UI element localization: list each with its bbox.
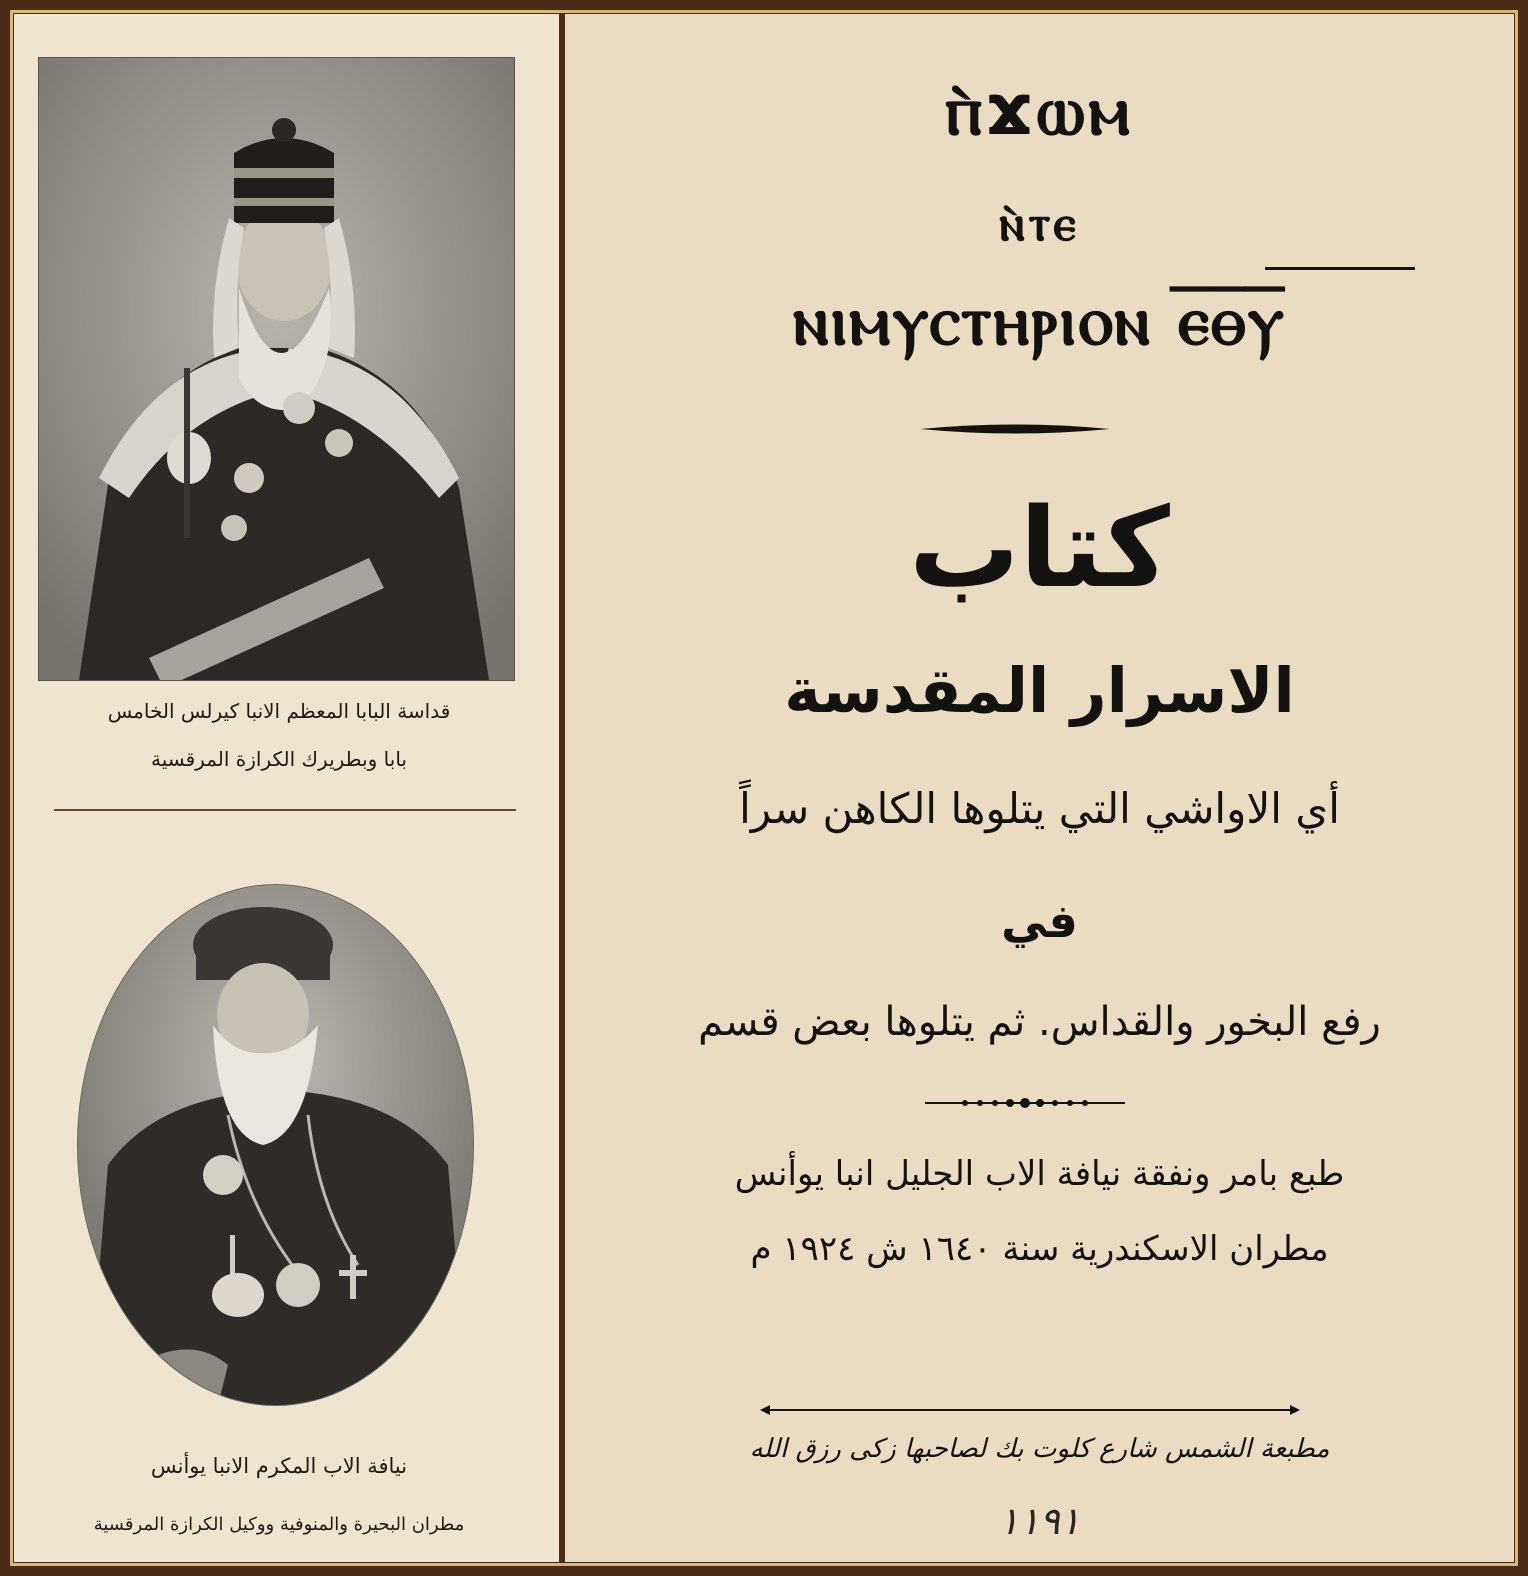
preposition-line: في [1001, 894, 1078, 948]
patriarch-photo-illustration [39, 58, 514, 680]
patriarch-caption-line2: بابا وبطريرك الكرازة المرقسية [151, 747, 407, 771]
patriarch-portrait [38, 57, 515, 681]
handwritten-number: ١١٩١ [998, 1499, 1081, 1543]
arabic-title: كتاب [909, 484, 1170, 612]
arabic-subtitle: الاسرار المقدسة [784, 654, 1295, 727]
offering-line: رفع البخور والقداس. ثم يتلوها بعض قسم [698, 999, 1381, 1045]
portrait-divider [54, 809, 516, 811]
title-page [565, 14, 1514, 1562]
date-line: مطران الاسكندرية سنة ١٦٤٠ ش ١٩٢٤ م [750, 1229, 1329, 1269]
metropolitan-caption-line1: نيافة الاب المكرم الانبا يوأنس [150, 1454, 408, 1478]
description-line: أي الاواشي التي يتلوها الكاهن سراً [739, 784, 1340, 833]
ornamental-rule-bottom [760, 1402, 1300, 1418]
ornamental-rule-top [920, 422, 1110, 436]
portraits-panel [14, 14, 559, 1562]
coptic-title-line2: ⲛ̀ⲧⲉ [999, 194, 1080, 252]
coptic-title-line3: ⲛⲓⲙⲩⲥⲧⲏⲣⲓⲟⲛ ⲉ̅ⲑ̅ⲩ̅ [793, 279, 1286, 361]
metropolitan-photo-illustration [78, 885, 473, 1405]
coptic-abbreviation-overline [1265, 264, 1415, 274]
publisher-line: طبع بامر ونفقة نيافة الاب الجليل انبا يوأنس [734, 1154, 1345, 1194]
metropolitan-portrait [77, 884, 474, 1406]
metropolitan-caption-line2: مطران البحيرة والمنوفية ووكيل الكرازة المرقسية [93, 1514, 465, 1535]
coptic-title-line1: ⲡ̀ϫⲱⲙ [945, 69, 1134, 151]
printer-line: مطبعة الشمس شارع كلوت بك لصاحبها زكى رزق الله [749, 1434, 1330, 1464]
patriarch-caption-line1: قداسة البابا المعظم الانبا كيرلس الخامس [107, 699, 451, 723]
ornamental-rule-middle [925, 1096, 1125, 1110]
